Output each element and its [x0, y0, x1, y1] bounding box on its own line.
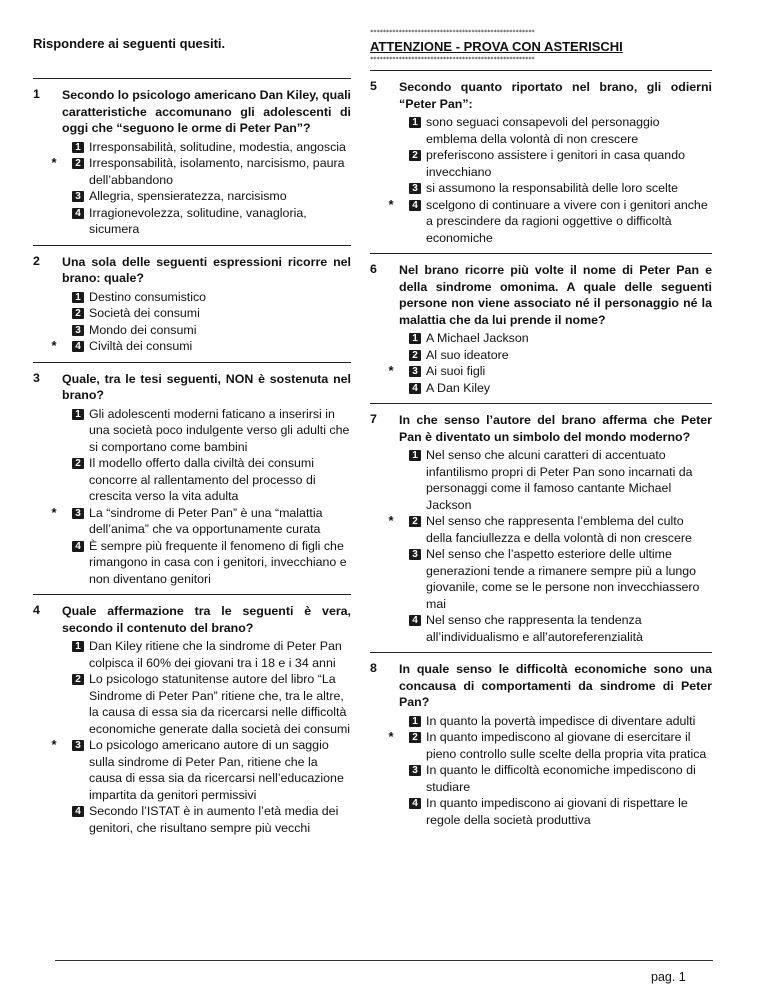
option-text: In quanto impediscono ai giovani di rispettare le regole della società produttiva	[426, 796, 688, 827]
option-number-badge: 1	[409, 117, 421, 128]
answer-option[interactable]	[33, 305, 351, 322]
question-number: 5	[370, 79, 377, 93]
answer-option[interactable]	[33, 638, 351, 671]
options-list	[33, 289, 351, 355]
question-number: 1	[33, 87, 40, 101]
option-text: sono seguaci consapevoli del personaggio emblema della volontà di non crescere	[426, 115, 660, 146]
options-list	[370, 114, 712, 246]
option-number-badge: 1	[409, 716, 421, 727]
option-text: Nel senso che rappresenta l’emblema del culto della fanciullezza e della volontà di non crescere	[426, 514, 692, 545]
option-text: Irragionevolezza, solitudine, vanagloria, sicumera	[89, 205, 307, 236]
answer-option[interactable]	[33, 205, 351, 238]
option-number-badge: 3	[409, 183, 421, 194]
answer-option[interactable]	[33, 322, 351, 339]
options-list	[33, 406, 351, 588]
answer-option[interactable]	[33, 803, 351, 836]
question-block	[370, 253, 712, 403]
option-text: Lo psicologo statunitense autore del libro “La Sindrome di Peter Pan” ritiene che, tra le altre, la causa di essa sia da ricercarsi nelle difficoltà economiche generate dalla società dei consumi	[89, 672, 351, 736]
question-number: 6	[370, 262, 377, 276]
option-text: si assumono la responsabilità delle loro scelte	[426, 181, 679, 195]
option-text: Civiltà dei consumi	[89, 339, 193, 353]
option-text: Dan Kiley ritiene che la sindrome di Peter Pan colpisca il 60% dei giovani tra i 18 e i 34 anni	[89, 639, 342, 670]
answer-option[interactable]	[33, 538, 351, 588]
answer-option[interactable]	[33, 188, 351, 205]
option-number-badge: 1	[72, 409, 84, 420]
question-number: 4	[33, 603, 40, 617]
option-text: Il modello offerto dalla civiltà dei consumi concorre al rallentamento del processo di crescita verso la vita adulta	[89, 456, 316, 503]
question-text: In quale senso le difficoltà economiche sono una concausa di comportamenti da sindrome di Peter Pan?	[399, 662, 712, 709]
option-number-badge: 3	[72, 740, 84, 751]
option-number-badge: 4	[72, 341, 84, 352]
answer-option[interactable]	[370, 612, 712, 645]
question-block	[33, 78, 351, 245]
answer-option[interactable]	[370, 147, 712, 180]
correct-answer-asterisk: *	[51, 504, 57, 520]
option-text: Irresponsabilità, solitudine, modestia, angoscia	[89, 139, 346, 154]
option-number-badge: 2	[409, 350, 421, 361]
option-text: Secondo l’ISTAT è in aumento l’età media dei genitori, che risultano sempre più vecchi	[89, 804, 339, 835]
answer-option[interactable]	[370, 795, 712, 828]
option-text: A Dan Kiley	[426, 380, 491, 395]
answer-option[interactable]	[370, 330, 712, 347]
answer-option[interactable]	[370, 713, 712, 730]
option-text: Al suo ideatore	[426, 347, 509, 362]
question-text: In che senso l’autore del brano afferma che Peter Pan è diventato un simbolo del mondo moderno?	[399, 413, 712, 444]
option-number-badge: 3	[72, 191, 84, 202]
answer-option[interactable]	[370, 180, 712, 197]
option-number-badge: 2	[409, 732, 421, 743]
answer-option[interactable]	[33, 406, 351, 456]
option-text: Gli adolescenti moderni faticano a inserirsi in una società poco indulgente verso gli adulti che si comportano come bambini	[89, 406, 350, 454]
answer-option[interactable]	[370, 513, 712, 546]
answer-option[interactable]	[33, 289, 351, 306]
option-text: Società dei consumi	[89, 306, 200, 320]
option-number-badge: 1	[409, 333, 421, 344]
page-number: pag. 1	[651, 970, 686, 984]
option-text: In quanto impediscono al giovane di esercitare il pieno controllo sulle scelte della propria vita pratica	[426, 730, 707, 761]
question-block	[370, 70, 712, 253]
option-text: Irresponsabilità, isolamento, narcisismo, paura dell’abbandono	[89, 156, 345, 187]
option-number-badge: 2	[409, 516, 421, 527]
option-text: scelgono di continuare a vivere con i genitori anche a prescindere da ragioni oggettive o difficoltà economiche	[426, 197, 708, 245]
asterisk-rule-top: ****************************************************	[370, 29, 535, 36]
option-text: Mondo dei consumi	[89, 322, 197, 337]
question-block	[33, 594, 351, 843]
answer-option[interactable]	[370, 546, 712, 612]
options-list	[33, 638, 351, 836]
answer-option[interactable]	[33, 139, 351, 156]
option-text: La “sindrome di Peter Pan” è una “malattia dell’anima” che va opportunamente curata	[89, 505, 323, 536]
question-block	[370, 652, 712, 835]
option-number-badge: 4	[409, 383, 421, 394]
option-text: Ai suoi figli	[426, 364, 486, 378]
instructions: Rispondere ai seguenti quesiti.	[33, 36, 226, 51]
correct-answer-asterisk: *	[51, 737, 57, 752]
option-number-badge: 3	[72, 325, 84, 336]
option-number-badge: 1	[72, 292, 84, 303]
question-text: Secondo lo psicologo americano Dan Kiley, quali caratteristiche accomunano gli adolescenti di oggi che “seguono le orme di Peter Pan”?	[62, 88, 351, 135]
options-list	[370, 447, 712, 645]
option-number-badge: 2	[409, 150, 421, 161]
options-list	[33, 139, 351, 238]
options-list	[370, 713, 712, 829]
option-number-badge: 2	[72, 308, 84, 319]
option-text: In quanto le difficoltà economiche impediscono di studiare	[426, 763, 696, 794]
answer-option[interactable]	[370, 762, 712, 795]
option-number-badge: 1	[72, 641, 84, 652]
question-block	[33, 245, 351, 362]
asterisk-rule-bottom: ****************************************************	[370, 56, 535, 63]
answer-option[interactable]	[33, 338, 351, 355]
question-block	[33, 362, 351, 595]
correct-answer-asterisk: *	[388, 196, 394, 212]
question-text: Una sola delle seguenti espressioni ricorre nel brano: quale?	[62, 254, 351, 285]
option-number-badge: 3	[409, 765, 421, 776]
option-text: Allegria, spensieratezza, narcisismo	[89, 189, 287, 203]
option-text: A Michael Jackson	[426, 331, 529, 345]
question-number: 8	[370, 661, 377, 675]
question-number: 2	[33, 253, 40, 268]
option-number-badge: 2	[72, 458, 84, 469]
option-text: preferiscono assistere i genitori in casa quando invecchiano	[426, 148, 685, 179]
correct-answer-asterisk: *	[388, 729, 394, 744]
question-text: Nel brano ricorre più volte il nome di Peter Pan e della sindrome omonima. A quale delle seguenti persone non viene associato né il personaggio né la malattia che da lui prende il nome?	[399, 263, 712, 327]
question-text: Quale affermazione tra le seguenti è vera, secondo il contenuto del brano?	[62, 604, 351, 635]
question-text: Quale, tra le tesi seguenti, NON è sostenuta nel brano?	[62, 371, 351, 402]
option-number-badge: 3	[409, 549, 421, 560]
option-number-badge: 4	[72, 208, 84, 219]
answer-option[interactable]	[33, 671, 351, 737]
option-number-badge: 1	[72, 142, 84, 153]
answer-option[interactable]	[33, 505, 351, 538]
answer-option[interactable]	[33, 155, 351, 188]
option-number-badge: 4	[409, 615, 421, 626]
option-number-badge: 1	[409, 450, 421, 461]
answer-option[interactable]	[370, 114, 712, 147]
answer-option[interactable]	[33, 737, 351, 803]
question-number: 7	[370, 412, 377, 426]
attention-header	[370, 29, 632, 63]
option-text: Nel senso che rappresenta la tendenza all’individualismo e all’autoreferenzialità	[426, 613, 643, 644]
answer-option[interactable]	[33, 455, 351, 505]
correct-answer-asterisk: *	[51, 338, 57, 353]
option-number-badge: 3	[72, 508, 84, 519]
correct-answer-asterisk: *	[388, 363, 394, 378]
correct-answer-asterisk: *	[388, 513, 394, 528]
option-text: Nel senso che l’aspetto esteriore delle ultime generazioni tende a rimanere sempre più a lungo giovanile, come se le persone non invecchiassero mai	[426, 547, 700, 611]
answer-option[interactable]	[370, 363, 712, 380]
question-text: Secondo quanto riportato nel brano, gli odierni “Peter Pan”:	[399, 80, 712, 111]
correct-answer-asterisk: *	[51, 155, 57, 170]
footer-divider	[55, 960, 713, 961]
option-number-badge: 4	[72, 806, 84, 817]
attention-title: ATTENZIONE - PROVA CON ASTERISCHI	[370, 39, 623, 54]
answer-option[interactable]	[370, 380, 712, 397]
option-text: In quanto la povertà impedisce di diventare adulti	[426, 713, 696, 728]
option-number-badge: 4	[409, 798, 421, 809]
option-number-badge: 4	[72, 541, 84, 552]
option-number-badge: 2	[72, 674, 84, 685]
option-number-badge: 3	[409, 366, 421, 377]
option-number-badge: 2	[72, 158, 84, 169]
options-list	[370, 330, 712, 396]
question-list-right	[370, 70, 712, 835]
question-block	[370, 403, 712, 652]
option-text: Destino consumistico	[89, 289, 207, 304]
answer-option[interactable]	[370, 729, 712, 762]
answer-option[interactable]	[370, 347, 712, 364]
option-text: Lo psicologo americano autore di un saggio sulla sindrome di Peter Pan, ritiene che la causa di essa sia da ricercarsi nell’educazione impartita da genitori permissivi	[89, 738, 344, 802]
option-text: Nel senso che alcuni caratteri di accentuato infantilismo propri di Peter Pan sono incarnati da personaggi come il famoso cantante Michael Jackson	[426, 448, 693, 512]
answer-option[interactable]	[370, 197, 712, 247]
question-number: 3	[33, 370, 40, 385]
option-text: È sempre più frequente il fenomeno di figli che rimangono in casa con i genitori, invecchiano e non diventano genitori	[89, 538, 347, 586]
question-list-left	[33, 78, 351, 843]
option-number-badge: 4	[409, 200, 421, 211]
answer-option[interactable]	[370, 447, 712, 513]
